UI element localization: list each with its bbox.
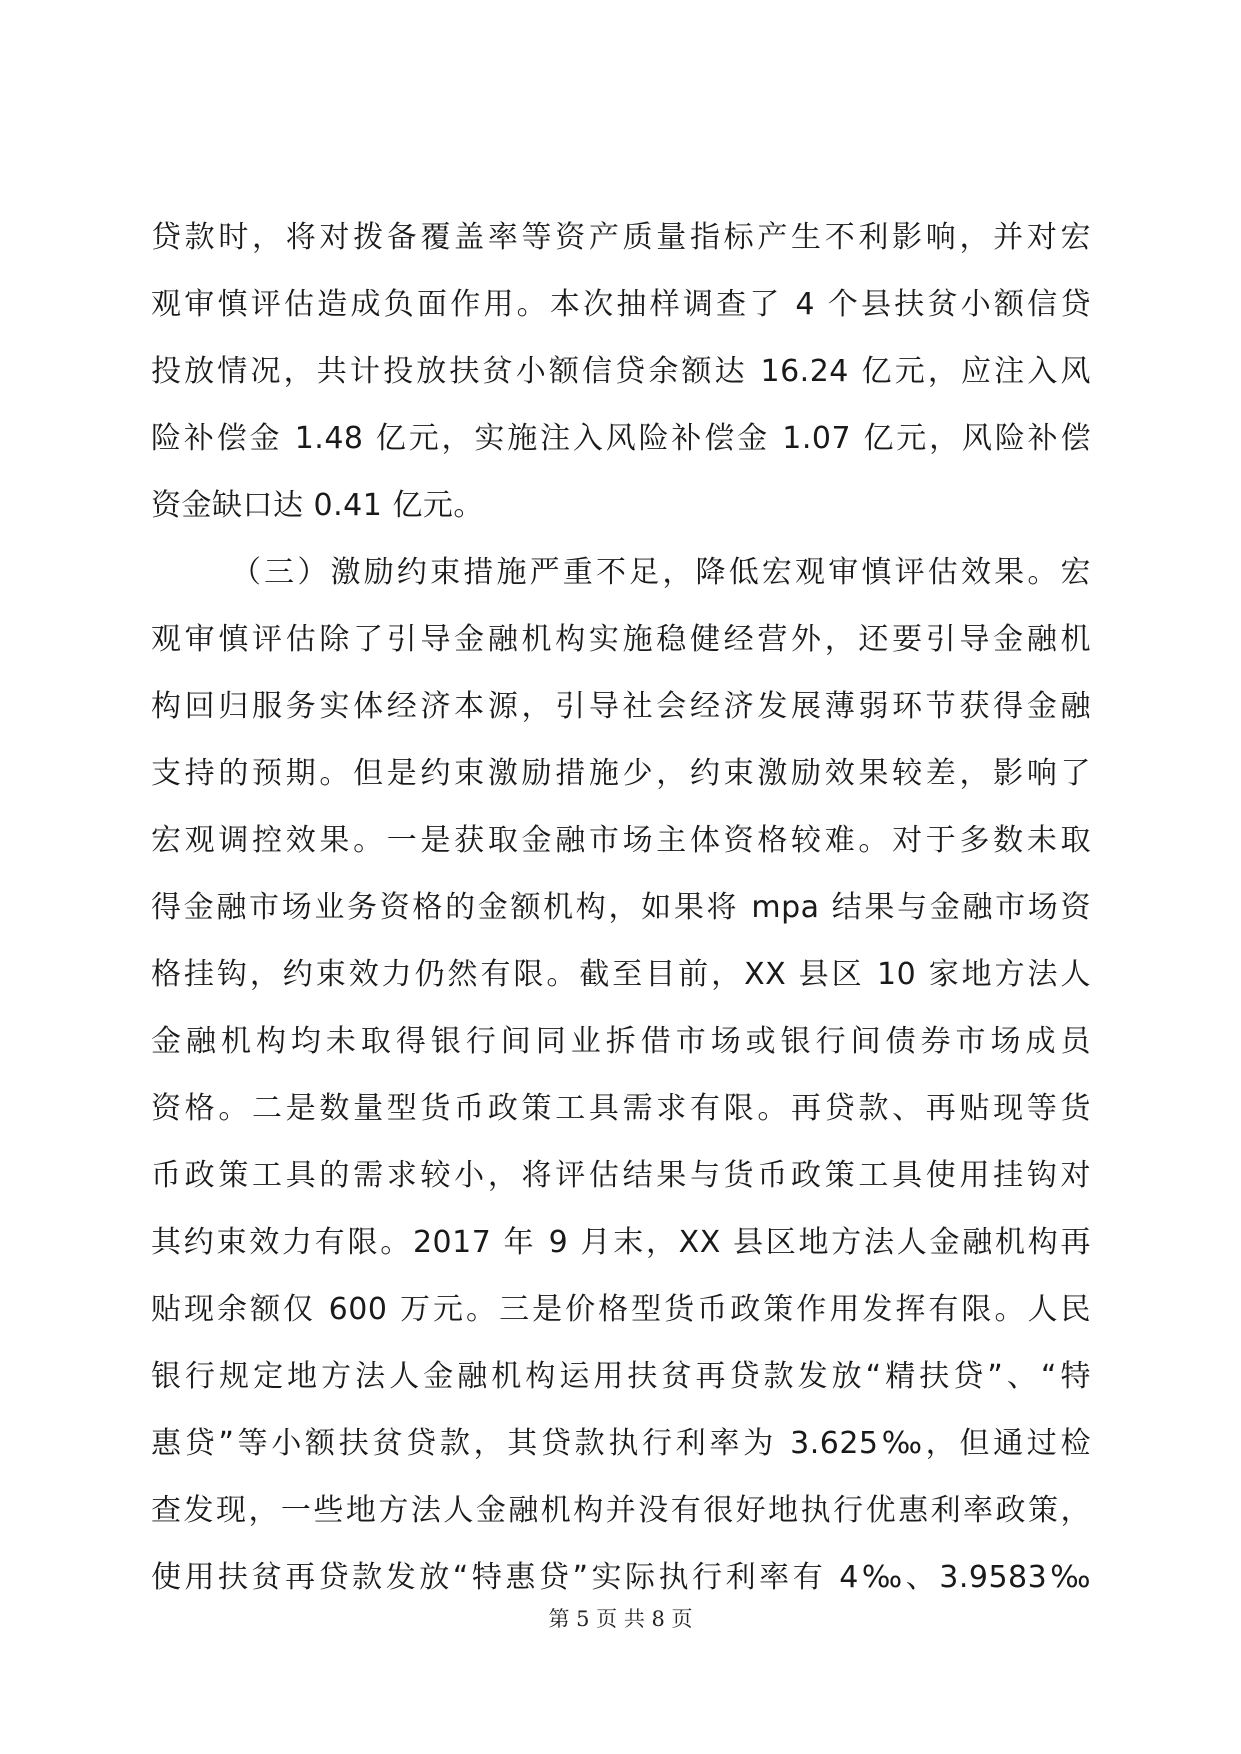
text-line: 支持的预期。但是约束激励措施少，约束激励效果较差，影响了: [151, 756, 1091, 791]
text-line: 金融机构均未取得银行间同业拆借市场或银行间债券市场成员: [151, 1024, 1091, 1059]
text-line: 投放情况，共计投放扶贫小额信贷余额达 16.24 亿元，应注入风: [151, 354, 1091, 389]
text-line: 银行规定地方法人金融机构运用扶贫再贷款发放“精扶贷”、“特: [151, 1359, 1091, 1394]
text-line: 资格。二是数量型货币政策工具需求有限。再贷款、再贴现等货: [151, 1091, 1091, 1126]
text-line: 查发现，一些地方法人金融机构并没有很好地执行优惠利率政策，: [151, 1493, 1091, 1528]
text-line: 资金缺口达 0.41 亿元。: [151, 488, 484, 523]
text-line: 惠贷”等小额扶贫贷款，其贷款执行利率为 3.625‰，但通过检: [151, 1426, 1091, 1461]
text-line: 观审慎评估除了引导金融机构实施稳健经营外，还要引导金融机: [151, 622, 1091, 657]
text-line: 得金融市场业务资格的金额机构，如果将 mpa 结果与金融市场资: [151, 890, 1091, 925]
text-line: 宏观调控效果。一是获取金融市场主体资格较难。对于多数未取: [151, 823, 1091, 858]
page-footer: 第 5 页 共 8 页: [548, 1607, 693, 1631]
text-line: 构回归服务实体经济本源，引导社会经济发展薄弱环节获得金融: [151, 689, 1091, 724]
text-line: 格挂钩，约束效力仍然有限。截至目前，XX 县区 10 家地方法人: [151, 957, 1091, 992]
text-line: 币政策工具的需求较小，将评估结果与货币政策工具使用挂钩对: [151, 1158, 1091, 1193]
text-line: 贴现余额仅 600 万元。三是价格型货币政策作用发挥有限。人民: [151, 1292, 1091, 1327]
text-line: 贷款时，将对拨备覆盖率等资产质量指标产生不利影响，并对宏: [151, 220, 1091, 255]
text-line: 观审慎评估造成负面作用。本次抽样调查了 4 个县扶贫小额信贷: [151, 287, 1091, 322]
text-line: 险补偿金 1.48 亿元，实施注入风险补偿金 1.07 亿元，风险补偿: [151, 421, 1091, 456]
section-heading-line: （三）激励约束措施严重不足，降低宏观审慎评估效果。宏: [231, 555, 1091, 590]
text-line: 使用扶贫再贷款发放“特惠贷”实际执行利率有 4‰、3.9583‰: [151, 1560, 1091, 1595]
text-line: 其约束效力有限。2017 年 9 月末，XX 县区地方法人金融机构再: [151, 1225, 1091, 1260]
